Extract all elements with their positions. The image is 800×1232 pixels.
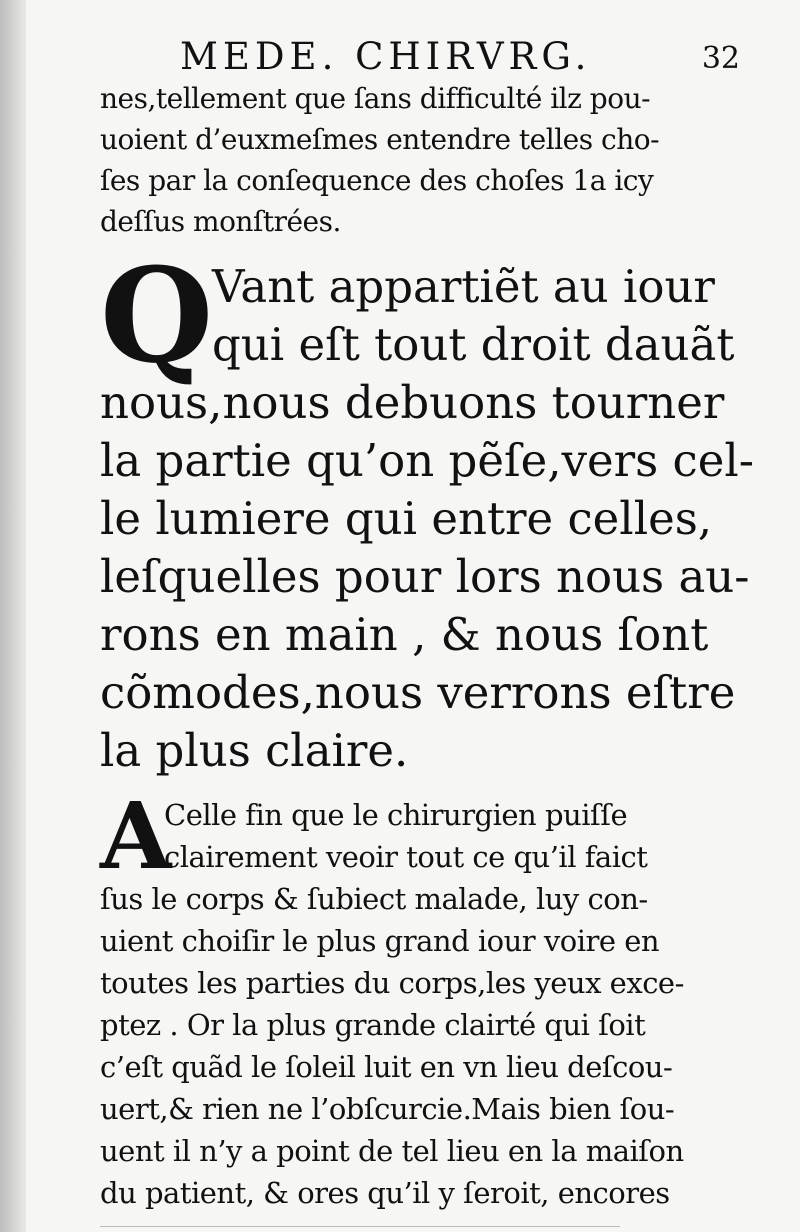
drop-cap-lines [212, 258, 734, 374]
drop-cap-a: A [100, 782, 171, 890]
running-head: MEDE. CHIRVRG. [180, 35, 592, 78]
text-line: la partie qu’on pẽſe,vers cel- [100, 434, 754, 487]
page-number: 32 [701, 41, 740, 76]
paragraph-small-type [100, 782, 764, 1214]
text-line: rons en main , & nous ſont [100, 608, 709, 661]
text-line: nes,tellement que ſans difficulté ilz pou- [100, 82, 651, 115]
drop-cap-q: Q [100, 239, 214, 392]
paragraph-large-type [100, 239, 764, 780]
text-line: c’eſt quãd le ſoleil luit en vn lieu deſcou- [100, 1050, 673, 1084]
drop-cap-row [100, 782, 764, 890]
text-line: deſſus monſtrées. [100, 205, 341, 238]
page-header [100, 0, 764, 78]
text-line: Vant appartiẽt au iour [212, 260, 715, 313]
drop-cap-lines [164, 794, 647, 878]
text-line: cõmodes,nous verrons eſtre [100, 666, 736, 719]
text-line: uent il n’y a point de tel lieu en la maiſon [100, 1134, 684, 1168]
text-line: uoient d’euxmeſmes entendre telles cho- [100, 123, 660, 156]
drop-cap-row [100, 239, 764, 392]
text-line: Celle fin que le chirurgien puiſſe [164, 798, 628, 832]
text-line: toutes les parties du corps,les yeux exce- [100, 966, 684, 1000]
text-line: qui eſt tout droit dauãt [212, 318, 735, 371]
text-line: la plus claire. [100, 724, 409, 777]
paragraph-continuation [100, 78, 764, 242]
text-line: ſes par la conſequence des choſes 1a icy [100, 164, 654, 197]
text-line: uient choiſir le plus grand iour voire en [100, 924, 660, 958]
text-line: le lumiere qui entre celles, [100, 492, 713, 545]
text-line: ſus le corps & ſubiect malade, luy con- [100, 882, 648, 916]
bottom-rule [100, 1226, 620, 1227]
text-line: clairement veoir tout ce qu’il faict [164, 840, 648, 874]
text-line: leſquelles pour lors nous au- [100, 550, 750, 603]
text-line: du patient, & ores qu’il y ſeroit, encores [100, 1176, 670, 1210]
text-line: nous,nous debuons tourner [100, 376, 725, 429]
text-line: uert,& rien ne l’obſcurcie.Mais bien ſou- [100, 1092, 675, 1126]
text-line: ptez . Or la plus grande clairté qui ſoit [100, 1008, 646, 1042]
